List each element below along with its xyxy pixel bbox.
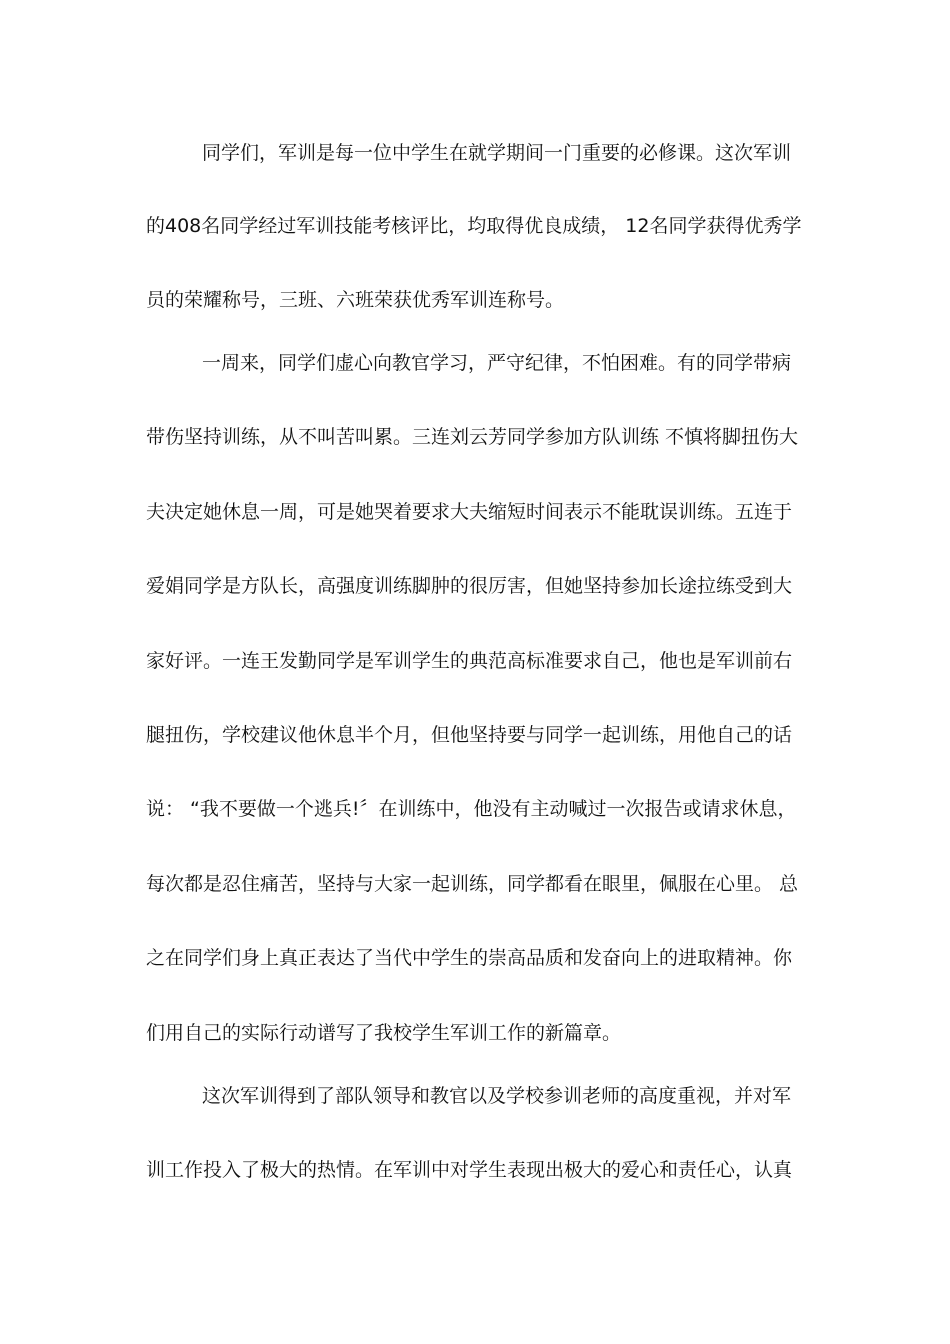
paragraph-3-line-1: 这次军训得到了部队领导和教官以及学校参训老师的高度重视，并对军 — [202, 1085, 792, 1107]
paragraph-2-line-5: 家好评。一连王发勤同学是军训学生的典范高标准要求自己，他也是军训前右 — [146, 650, 793, 672]
paragraph-2-line-4: 爱娟同学是方队长，高强度训练脚肿的很厉害，但她坚持参加长途拉练受到大 — [146, 575, 793, 597]
paragraph-1-line-1: 同学们，军训是每一位中学生在就学期间一门重要的必修课。这次军训 — [202, 142, 792, 164]
paragraph-1-line-2: 的408名同学经过军训技能考核评比，均取得优良成绩， 12名同学获得优秀学 — [146, 215, 802, 237]
paragraph-2-line-7: 说： “我不要做一个逃兵!〞在训练中，他没有主动喊过一次报告或请求休息， — [146, 798, 797, 820]
paragraph-2-line-3: 夫决定她休息一周，可是她哭着要求大夫缩短时间表示不能耽误训练。五连于 — [146, 501, 793, 523]
paragraph-2-line-6: 腿扭伤，学校建议他休息半个月，但他坚持要与同学一起训练，用他自己的话 — [146, 724, 793, 746]
paragraph-2-line-10: 们用自己的实际行动谱写了我校学生军训工作的新篇章。 — [146, 1022, 622, 1044]
paragraph-2-line-9: 之在同学们身上真正表达了当代中学生的崇高品质和发奋向上的进取精神。你 — [146, 947, 793, 969]
paragraph-2-line-2: 带伤坚持训练，从不叫苦叫累。三连刘云芳同学参加方队训练 不慎将脚扭伤大 — [146, 426, 799, 448]
paragraph-2-line-1: 一周来，同学们虚心向教官学习，严守纪律，不怕困难。有的同学带病 — [202, 352, 792, 374]
paragraph-1-line-3: 员的荣耀称号，三班、六班荣获优秀军训连称号。 — [146, 289, 565, 311]
paragraph-2-line-8: 每次都是忍住痛苦，坚持与大家一起训练，同学都看在眼里，佩服在心里。 总 — [146, 873, 799, 895]
paragraph-3-line-2: 训工作投入了极大的热情。在军训中对学生表现出极大的爱心和责任心，认真 — [146, 1159, 793, 1181]
